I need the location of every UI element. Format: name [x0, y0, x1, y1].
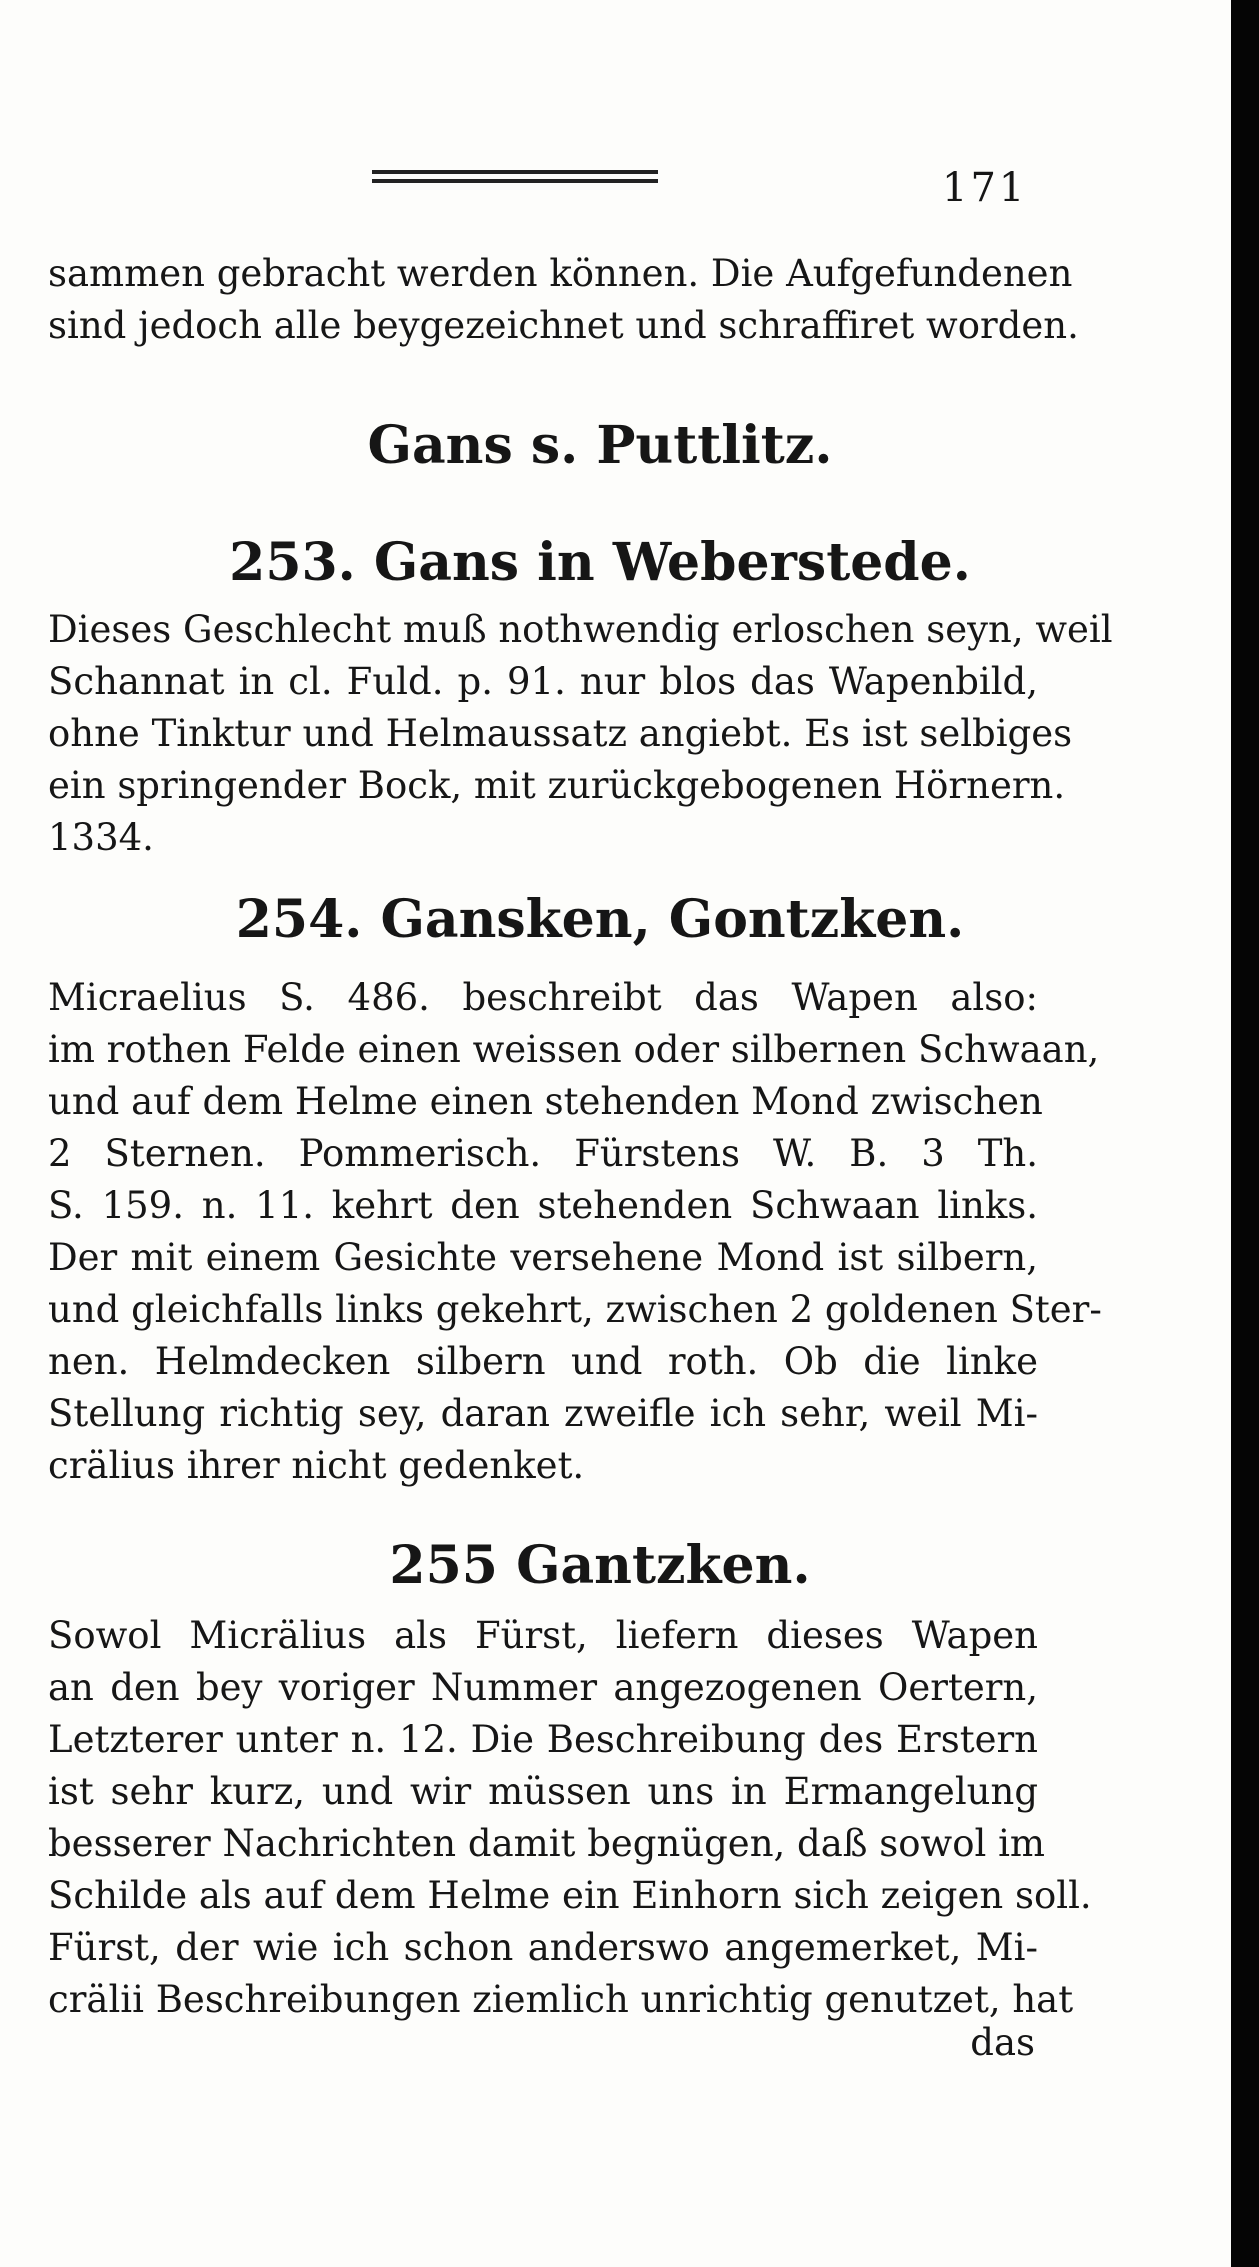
- entry-253-heading: 253. Gans in Weberstede.: [229, 532, 971, 593]
- text-line: ohne Tinktur und Helmaussatz angiebt. Es ist selbiges: [48, 712, 1073, 755]
- text-line: Schilde als auf dem Helme ein Einhorn sich zeigen soll.: [48, 1874, 1092, 1917]
- text-line: an den bey voriger Nummer angezogenen Oertern,: [48, 1666, 1038, 1709]
- catchword: das: [970, 2021, 1035, 2064]
- text-line: Letzterer unter n. 12. Die Beschreibung des Erstern: [48, 1718, 1038, 1761]
- text-line: S. 159. n. 11. kehrt den stehenden Schwaan links.: [48, 1184, 1038, 1227]
- section-reference-heading: Gans s. Puttlitz.: [367, 415, 833, 476]
- text-line: 2 Sternen. Pommerisch. Fürstens W. B. 3 Th.: [48, 1132, 1038, 1175]
- intro-paragraph: [48, 248, 1079, 352]
- entry-255-heading: 255 Gantzken.: [389, 1535, 811, 1596]
- text-line: Sowol Micrälius als Fürst, liefern dieses Wapen: [48, 1614, 1038, 1657]
- text-line: Stellung richtig sey, daran zweifle ich sehr, weil Mi-: [48, 1392, 1038, 1435]
- text-line: Dieses Geschlecht muß nothwendig erloschen seyn, weil: [48, 608, 1113, 651]
- text-line: crälius ihrer nicht gedenket.: [48, 1444, 585, 1487]
- text-line: nen. Helmdecken silbern und roth. Ob die linke: [48, 1340, 1038, 1383]
- text-line: und gleichfalls links gekehrt, zwischen 2 goldenen Ster-: [48, 1288, 1102, 1331]
- text-line: und auf dem Helme einen stehenden Mond zwischen: [48, 1080, 1043, 1123]
- text-line: ein springender Bock, mit zurückgebogenen Hörnern.: [48, 764, 1066, 807]
- entry-254-body: [48, 972, 1102, 1492]
- entry-253-body: [48, 604, 1113, 864]
- text-line: cräliі Beschreibungen ziemlich unrichtig genutzet, hat: [48, 1978, 1074, 2021]
- header-rule: [372, 168, 658, 186]
- text-line: sind jedoch alle beygezeichnet und schraffiret worden.: [48, 304, 1079, 347]
- text-line: Schannat in cl. Fuld. p. 91. nur blos das Wapenbild,: [48, 660, 1038, 703]
- entry-254-heading: 254. Gansken, Gontzken.: [235, 889, 965, 950]
- text-line: 1334.: [48, 816, 154, 859]
- page-number: 171: [942, 165, 1028, 211]
- text-line: sammen gebracht werden können. Die Aufgefundenen: [48, 252, 1073, 295]
- text-line: Fürst, der wie ich schon anderswo angemerket, Mi-: [48, 1926, 1038, 1969]
- text-line: Der mit einem Gesichte versehene Mond ist silbern,: [48, 1236, 1038, 1279]
- page-edge-shadow: [1231, 0, 1259, 2267]
- text-line: ist sehr kurz, und wir müssen uns in Ermangelung: [48, 1770, 1038, 1813]
- text-line: im rothen Felde einen weissen oder silbernen Schwaan,: [48, 1028, 1100, 1071]
- entry-255-body: [48, 1610, 1092, 2026]
- text-line: besserer Nachrichten damit begnügen, daß sowol im: [48, 1822, 1045, 1865]
- text-line: Micraelius S. 486. beschreibt das Wapen also:: [48, 976, 1038, 1019]
